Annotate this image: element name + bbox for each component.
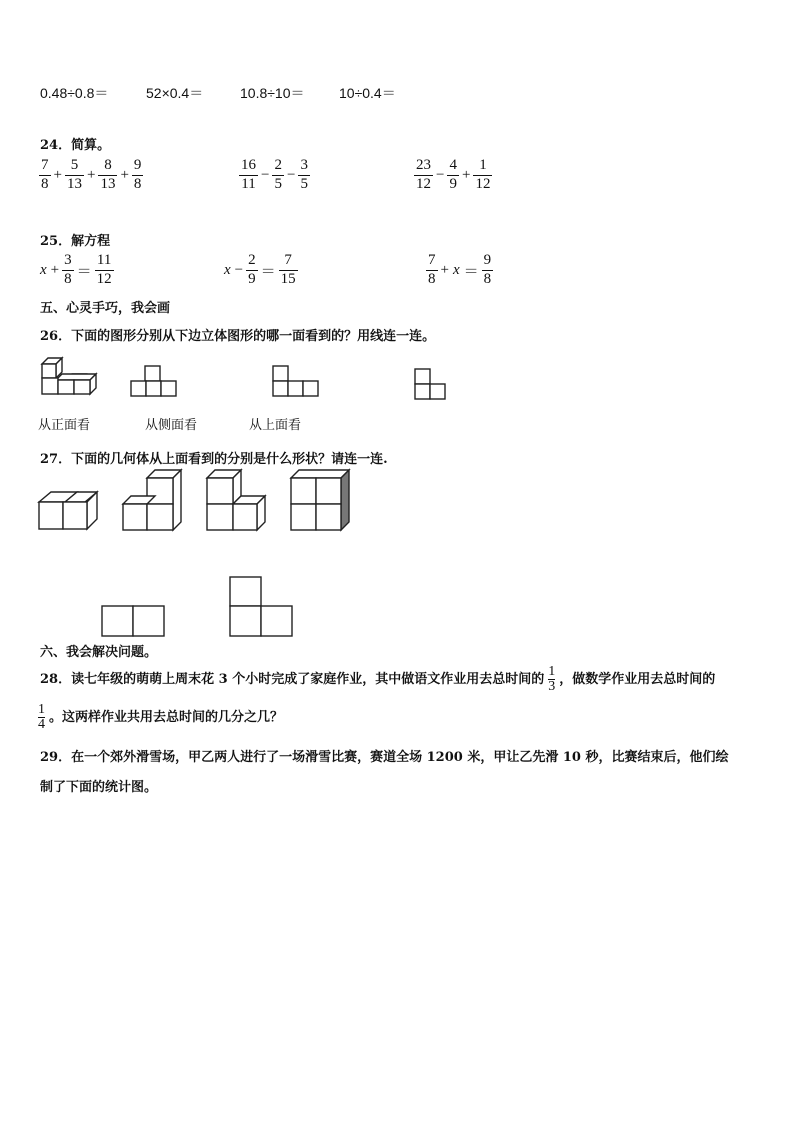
q26-title: 26．下面的图形分别从下边立体图形的哪一面看到的？用线连一连。 [40,329,436,344]
calc-item-1: 0.48÷0.8＝ [40,85,109,101]
variable: x [452,261,460,278]
operator: − [261,166,270,183]
equals-sign: ＝ [76,263,92,280]
operator: + [86,166,96,183]
calc-item-2: 52×0.4＝ [146,85,204,101]
q28-text-b: ，做数学作业用去总时间的 [559,671,716,687]
q27-title: 27．下面的几何体从上面看到的分别是什么形状？请连一连. [40,452,388,467]
fraction-one-third: $\frac{1}{3}$ [548,663,556,694]
fraction: $\frac{9}{8}$ [133,157,142,192]
q26-label-side: 从侧面看 [145,418,198,433]
fraction: $\frac{7}{8}$ [41,157,49,192]
calc-item-4: 10÷0.4＝ [339,85,396,101]
fraction: $\frac{2}{9}$ [248,252,256,287]
fraction: $\frac{16}{11}$ [241,157,256,192]
q26-view-shape-3 [414,368,448,402]
operator: + [50,261,60,278]
operator: − [436,166,445,183]
fraction: $\frac{8}{13}$ [100,157,116,192]
q28-line-1 [40,664,715,694]
q27-solid-1 [37,484,101,532]
q26-solid-figure [38,356,102,400]
q24-expression-3 [413,158,493,193]
calc-item-3: 10.8÷10＝ [240,85,305,101]
fraction: $\frac{1}{12}$ [475,157,491,192]
q29-line-2: 制了下面的统计图。 [40,780,158,795]
fraction: $\frac{7}{15}$ [280,252,296,287]
operator: + [120,166,129,183]
q27-solid-2 [121,468,185,534]
q28-text-c: 。这两样作业共用去总时间的几分之几？ [49,709,284,725]
fraction: $\frac{11}{12}$ [96,252,112,287]
q27-solid-4 [289,468,353,534]
fraction: $\frac{5}{13}$ [66,157,82,192]
equals-sign: ＝ [260,263,276,280]
q27-top-view-shape-2 [228,575,294,638]
operator: + [461,166,471,183]
q25-title: 25．解方程 [40,234,111,249]
section-5-heading: 五、心灵手巧，我会画 [40,301,171,316]
fraction: $\frac{3}{8}$ [64,252,72,287]
q24-expression-2 [238,158,311,193]
fraction: $\frac{23}{12}$ [416,157,431,192]
equals-sign: ＝ [463,263,479,280]
fraction: $\frac{7}{8}$ [428,252,436,287]
q25-equation-3 [425,253,494,288]
q24-title: 24．简算。 [40,138,111,153]
q25-equation-2 [222,253,299,288]
q29-line-1: 29．在一个郊外滑雪场，甲乙两人进行了一场滑雪比赛，赛道全场 1200 米，甲让乙先滑 10 秒，比赛结束后，他们绘 [40,750,729,765]
operator: + [440,261,449,278]
operator: − [234,261,244,278]
fraction: $\frac{2}{5}$ [274,157,282,192]
section-6-heading: 六、我会解决问题。 [40,645,158,660]
q27-top-view-shape-1 [100,604,166,638]
q26-view-shape-1 [130,365,178,399]
operator: + [53,166,62,183]
q27-solid-3 [205,468,269,534]
q28-text-a: 28．读七年级的萌萌上周末花 3 个小时完成了家庭作业，其中做语文作业用去总时间的 [40,671,545,687]
q28-line-2 [38,700,283,734]
variable: x [224,261,231,278]
q24-expression-1 [38,158,144,193]
fraction: $\frac{9}{8}$ [483,252,492,287]
q26-label-front: 从正面看 [38,418,91,433]
q26-view-shape-2 [272,365,320,399]
fraction-one-quarter: $\frac{1}{4}$ [38,701,45,732]
q26-label-top: 从上面看 [249,418,302,433]
variable: x [40,261,47,278]
fraction: $\frac{4}{9}$ [449,157,457,192]
operator: − [286,166,296,183]
fraction: $\frac{3}{5}$ [300,157,308,192]
q25-equation-1 [38,253,115,288]
